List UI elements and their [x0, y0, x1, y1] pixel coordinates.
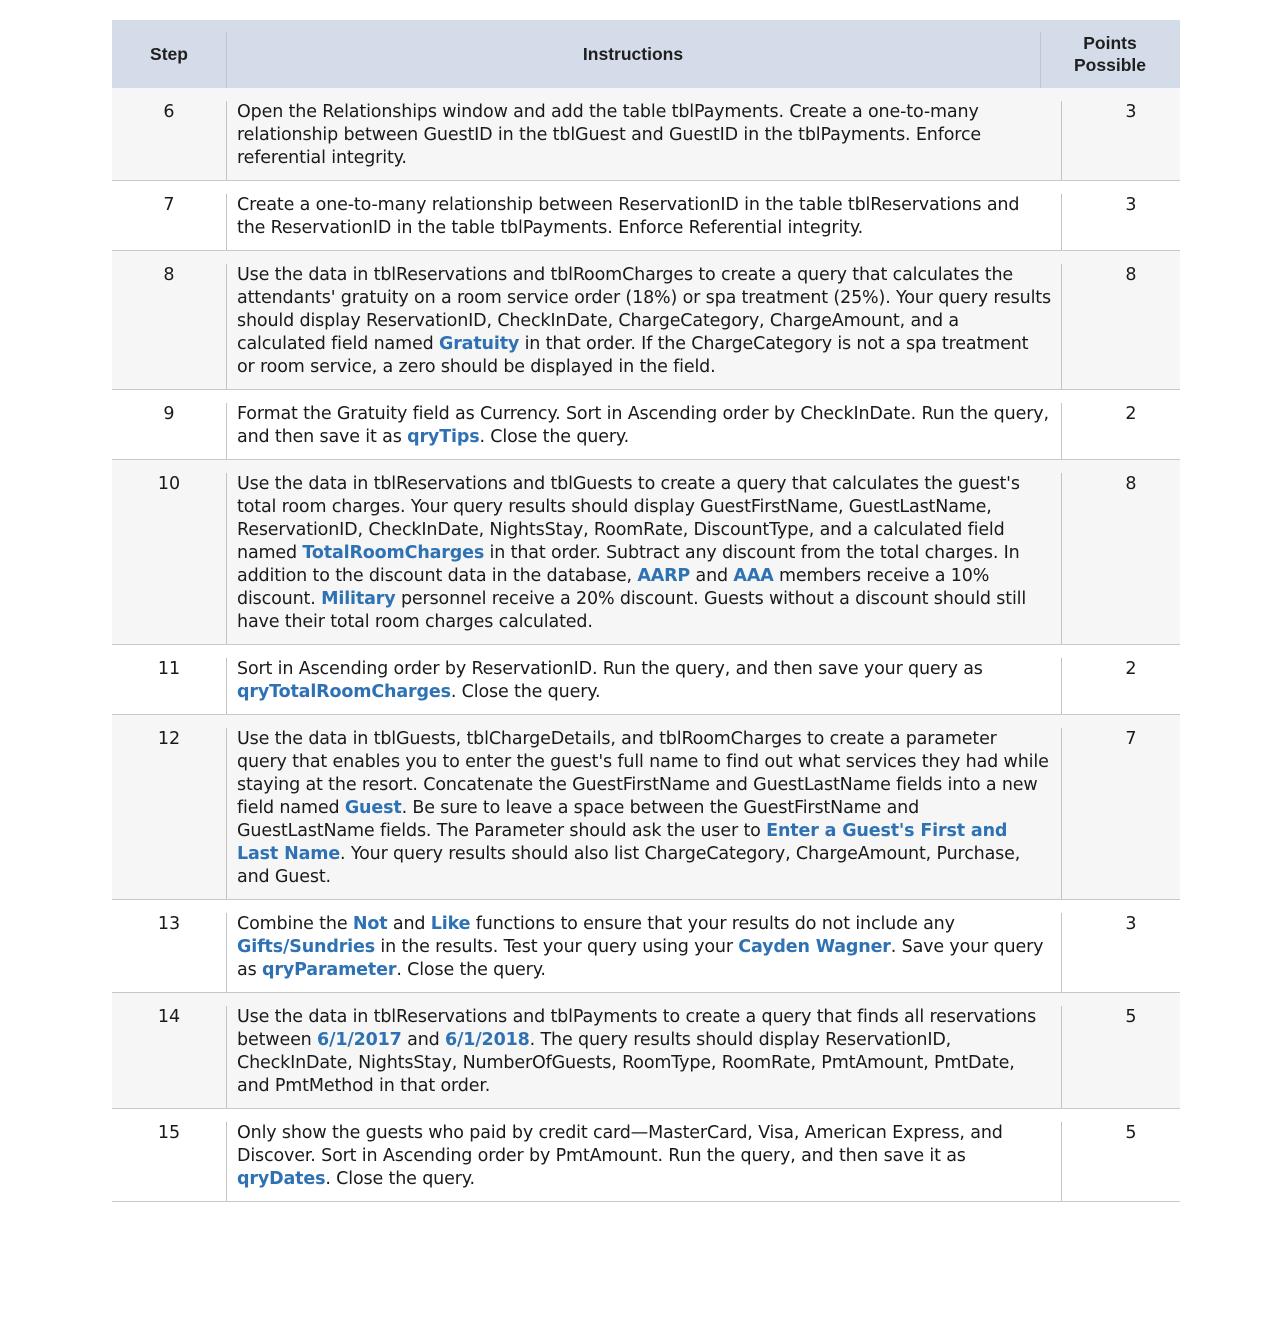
highlighted-term: AAA	[733, 566, 774, 586]
points-value: 8	[1061, 473, 1201, 644]
header-points-possible	[1040, 20, 1180, 88]
instruction-segment: Create a one-to-many relationship between ReservationID in the table tblReservations and the ReservationID in the table tblPayments. Enforce Referential integrity.	[237, 195, 1020, 238]
step-number: 14	[157, 1007, 181, 1027]
table-row	[112, 715, 1180, 900]
step-number: 11	[157, 659, 181, 679]
instruction-text	[226, 264, 1061, 389]
points-value: 8	[1061, 264, 1201, 389]
step-number: 8	[163, 265, 175, 285]
step-number: 6	[163, 102, 175, 122]
instruction-text	[226, 728, 1061, 899]
table-row	[112, 900, 1180, 993]
step-number: 9	[163, 404, 175, 424]
highlighted-term: Like	[430, 914, 471, 934]
instruction-segment: . Your query results should also list ChargeCategory, ChargeAmount, Purchase, and Guest.	[237, 844, 1021, 887]
points-value: 3	[1061, 101, 1201, 180]
table-row	[112, 645, 1180, 715]
points-value: 5	[1061, 1122, 1201, 1201]
instruction-segment: . Close the query.	[396, 960, 546, 980]
instruction-segment: Use the data in tblReservations and tblPayments to create a query that finds all reservations between	[237, 1007, 1037, 1050]
instruction-text	[226, 403, 1061, 459]
highlighted-term: 6/1/2017	[317, 1030, 402, 1050]
table-header	[112, 20, 1180, 88]
points-value: 5	[1061, 1006, 1201, 1108]
instruction-segment: in that order. If the ChargeCategory is not a spa treatment or room service, a zero should be displayed in the field.	[237, 334, 1029, 377]
highlighted-term: Not	[352, 914, 388, 934]
instruction-segment: . Close the query.	[479, 427, 630, 447]
table-row	[112, 1109, 1180, 1202]
highlighted-term: Gratuity	[438, 334, 520, 354]
instruction-segment: and	[401, 1030, 446, 1050]
highlighted-term: Cayden Wagner	[738, 937, 891, 957]
table-row	[112, 390, 1180, 460]
table-row	[112, 88, 1180, 181]
header-step: Step	[150, 44, 188, 64]
instruction-segment: . Close the query.	[325, 1169, 475, 1189]
instruction-segment: . The query results should display ReservationID, CheckInDate, NightsStay, NumberOfGuests, RoomType, RoomRate, PmtAmount, PmtDate, and PmtMethod in that order.	[237, 1030, 1015, 1096]
instruction-segment: personnel receive a 20% discount. Guests without a discount should still have their total room charges calculated.	[237, 589, 1027, 632]
header-instructions: Instructions	[226, 20, 1040, 88]
step-number: 13	[157, 914, 181, 934]
points-value: 7	[1061, 728, 1201, 899]
highlighted-term: qryTips	[407, 427, 480, 447]
instruction-text	[226, 913, 1061, 992]
instruction-segment: functions to ensure that your results do not include any	[470, 914, 955, 934]
instruction-segment: and	[690, 566, 734, 586]
step-number: 15	[157, 1123, 181, 1143]
instruction-segment: Sort in Ascending order by ReservationID. Run the query, and then save your query as	[237, 659, 983, 679]
instruction-segment: in the results. Test your query using your	[375, 937, 739, 957]
instruction-segment: Format the Gratuity field as Currency. Sort in Ascending order by CheckInDate. Run the query, and then save it as	[237, 404, 1049, 447]
step-number: 12	[157, 729, 181, 749]
instruction-segment: Use the data in tblReservations and tblRoomCharges to create a query that calculates the attendants' gratuity on a room service order (18%) or spa treatment (25%). Your query results should display ReservationID, CheckInDate, ChargeCategory, ChargeAmount, and a calculated field named	[237, 265, 1051, 354]
highlighted-term: TotalRoomCharges	[302, 543, 485, 563]
table-row	[112, 251, 1180, 390]
instruction-text	[226, 473, 1061, 644]
instruction-segment: Use the data in tblReservations and tblGuests to create a query that calculates the guest's total room charges. Your query results should display GuestFirstName, GuestLastName, ReservationID, CheckInDate, NightsStay, RoomRate, DiscountType, and a calculated field named	[237, 474, 1020, 563]
highlighted-term: AARP	[637, 566, 691, 586]
header-points-line1: Points	[1083, 33, 1137, 53]
instruction-text	[226, 101, 1061, 180]
instruction-text	[226, 1006, 1061, 1108]
instruction-segment: Only show the guests who paid by credit card—MasterCard, Visa, American Express, and Discover. Sort in Ascending order by PmtAmount. Run the query, and then save it as	[237, 1123, 1003, 1166]
points-value: 2	[1061, 403, 1201, 459]
step-number: 7	[163, 195, 175, 215]
step-number: 10	[157, 474, 181, 494]
highlighted-term: qryTotalRoomCharges	[237, 682, 451, 702]
instructions-table	[112, 20, 1180, 1202]
instruction-segment: . Be sure to leave a space between the GuestFirstName and GuestLastName fields. The Parameter should ask the user to	[237, 798, 920, 841]
highlighted-term: Enter a Guest's First and Last Name	[237, 821, 1008, 864]
instruction-segment: members receive a 10% discount.	[237, 566, 990, 609]
instruction-segment: in that order. Subtract any discount from the total charges. In addition to the discount data in the database,	[237, 543, 1020, 586]
instruction-text	[226, 658, 1061, 714]
table-body	[112, 88, 1180, 1202]
table-row	[112, 181, 1180, 251]
instruction-segment: and	[387, 914, 431, 934]
points-value: 3	[1061, 194, 1201, 250]
highlighted-term: Gifts/Sundries	[237, 937, 376, 957]
highlighted-term: qryParameter	[261, 960, 397, 980]
header-points-line2: Possible	[1074, 55, 1146, 75]
table-row	[112, 993, 1180, 1109]
points-value: 3	[1061, 913, 1201, 992]
instruction-segment: . Save your query as	[237, 937, 1044, 980]
instruction-segment: Use the data in tblGuests, tblChargeDetails, and tblRoomCharges to create a parameter query that enables you to enter the guest's full name to find out what services they had while staying at the resort. Concatenate the GuestFirstName and GuestLastName fields into a new field named	[237, 729, 1049, 818]
instruction-text	[226, 1122, 1061, 1201]
instruction-segment: Combine the	[237, 914, 353, 934]
instruction-text	[226, 194, 1061, 250]
points-value: 2	[1061, 658, 1201, 714]
highlighted-term: Military	[321, 589, 396, 609]
highlighted-term: qryDates	[237, 1169, 326, 1189]
instruction-segment: Open the Relationships window and add the table tblPayments. Create a one-to-many relationship between GuestID in the tblGuest and GuestID in the tblPayments. Enforce referential integrity.	[237, 102, 982, 168]
table-row	[112, 460, 1180, 645]
highlighted-term: Guest	[344, 798, 402, 818]
highlighted-term: 6/1/2018	[445, 1030, 530, 1050]
instruction-segment: . Close the query.	[450, 682, 601, 702]
